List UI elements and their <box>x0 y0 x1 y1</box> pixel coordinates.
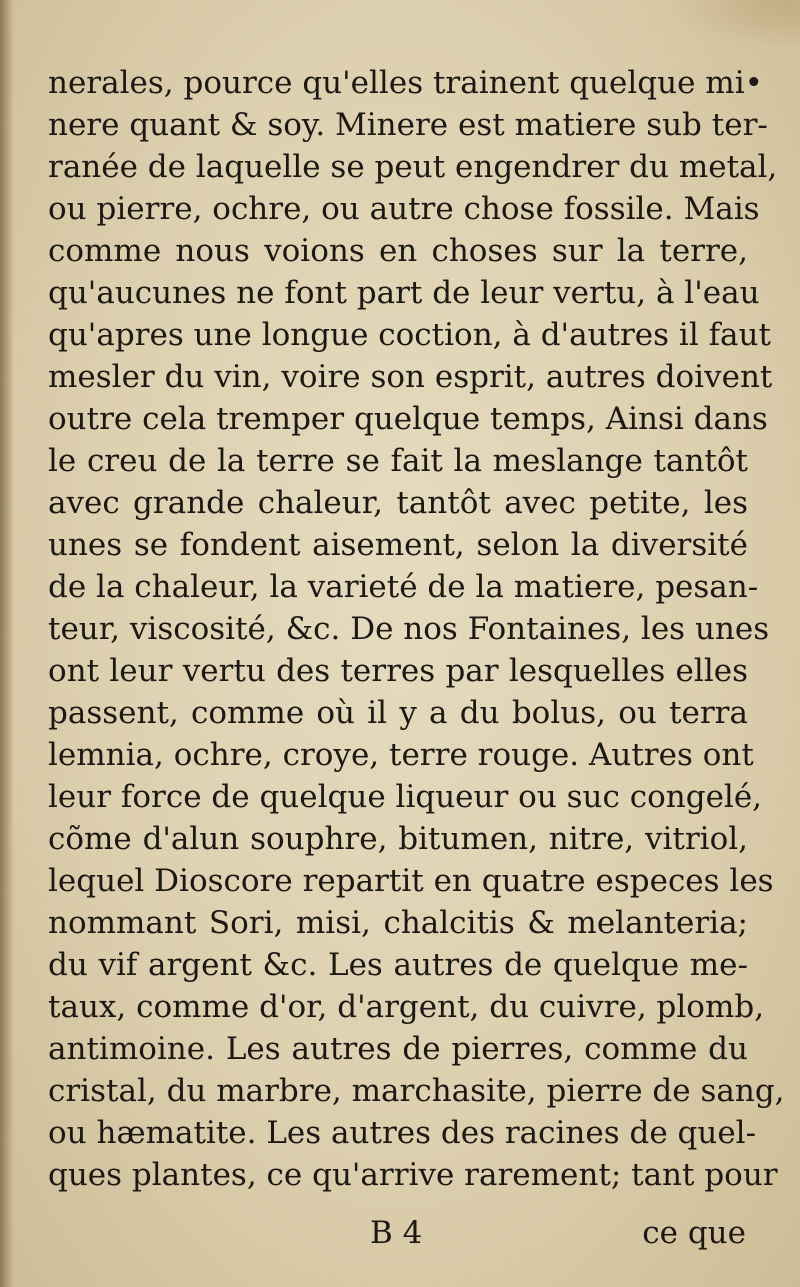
text-line: lemnia, ochre, croye, terre rouge. Autres ont <box>48 737 754 773</box>
text-line: nommant Sori, misi, chalcitis & melanteria; <box>48 905 748 941</box>
text-line: passent, comme où il y a du bolus, ou terra <box>48 695 748 731</box>
text-line: mesler du vin, voire son esprit, autres doivent <box>48 359 773 395</box>
text-line: qu'aucunes ne font part de leur vertu, à l'eau <box>48 275 760 311</box>
text-line: ques plantes, ce qu'arrive rarement; tant pour <box>48 1157 778 1193</box>
text-line: antimoine. Les autres de pierres, comme du <box>48 1031 748 1067</box>
text-line: cõme d'alun souphre, bitumen, nitre, vitriol, <box>48 821 748 857</box>
text-line: du vif argent &c. Les autres de quelque me- <box>48 947 748 983</box>
page-footer <box>48 1208 748 1258</box>
page-gutter <box>0 0 14 1287</box>
text-line: comme nous voions en choses sur la terre, <box>48 233 748 269</box>
text-line: qu'apres une longue coction, à d'autres il faut <box>48 317 771 353</box>
text-line: taux, comme d'or, d'argent, du cuivre, plomb, <box>48 989 765 1025</box>
text-line: ou pierre, ochre, ou autre chose fossile. Mais <box>48 191 760 227</box>
text-line: nerales, pource qu'elles trainent quelque mi• <box>48 65 763 101</box>
catchword: ce que <box>642 1215 746 1251</box>
text-line: outre cela tremper quelque temps, Ainsi dans <box>48 401 768 437</box>
text-line: avec grande chaleur, tantôt avec petite, les <box>48 485 748 521</box>
paper-stain <box>670 0 800 50</box>
text-line: ou hæmatite. Les autres des racines de quel- <box>48 1115 757 1151</box>
text-line: cristal, du marbre, marchasite, pierre de sang, <box>48 1073 785 1109</box>
text-line: de la chaleur, la varieté de la matiere, pesan- <box>48 569 759 605</box>
text-line: ranée de laquelle se peut engendrer du metal, <box>48 149 778 185</box>
text-line: le creu de la terre se fait la meslange tantôt <box>48 443 748 479</box>
signature-mark: B 4 <box>370 1215 423 1251</box>
text-line: lequel Dioscore repartit en quatre especes les <box>48 863 774 899</box>
text-line: ont leur vertu des terres par lesquelles elles <box>48 653 748 689</box>
text-line: teur, viscosité, &c. De nos Fontaines, les unes <box>48 611 770 647</box>
body-text <box>48 62 785 1196</box>
text-line: unes se fondent aisement, selon la diversité <box>48 527 748 563</box>
text-line: nere quant & soy. Minere est matiere sub ter- <box>48 107 768 143</box>
text-line: leur force de quelque liqueur ou suc congelé, <box>48 779 763 815</box>
